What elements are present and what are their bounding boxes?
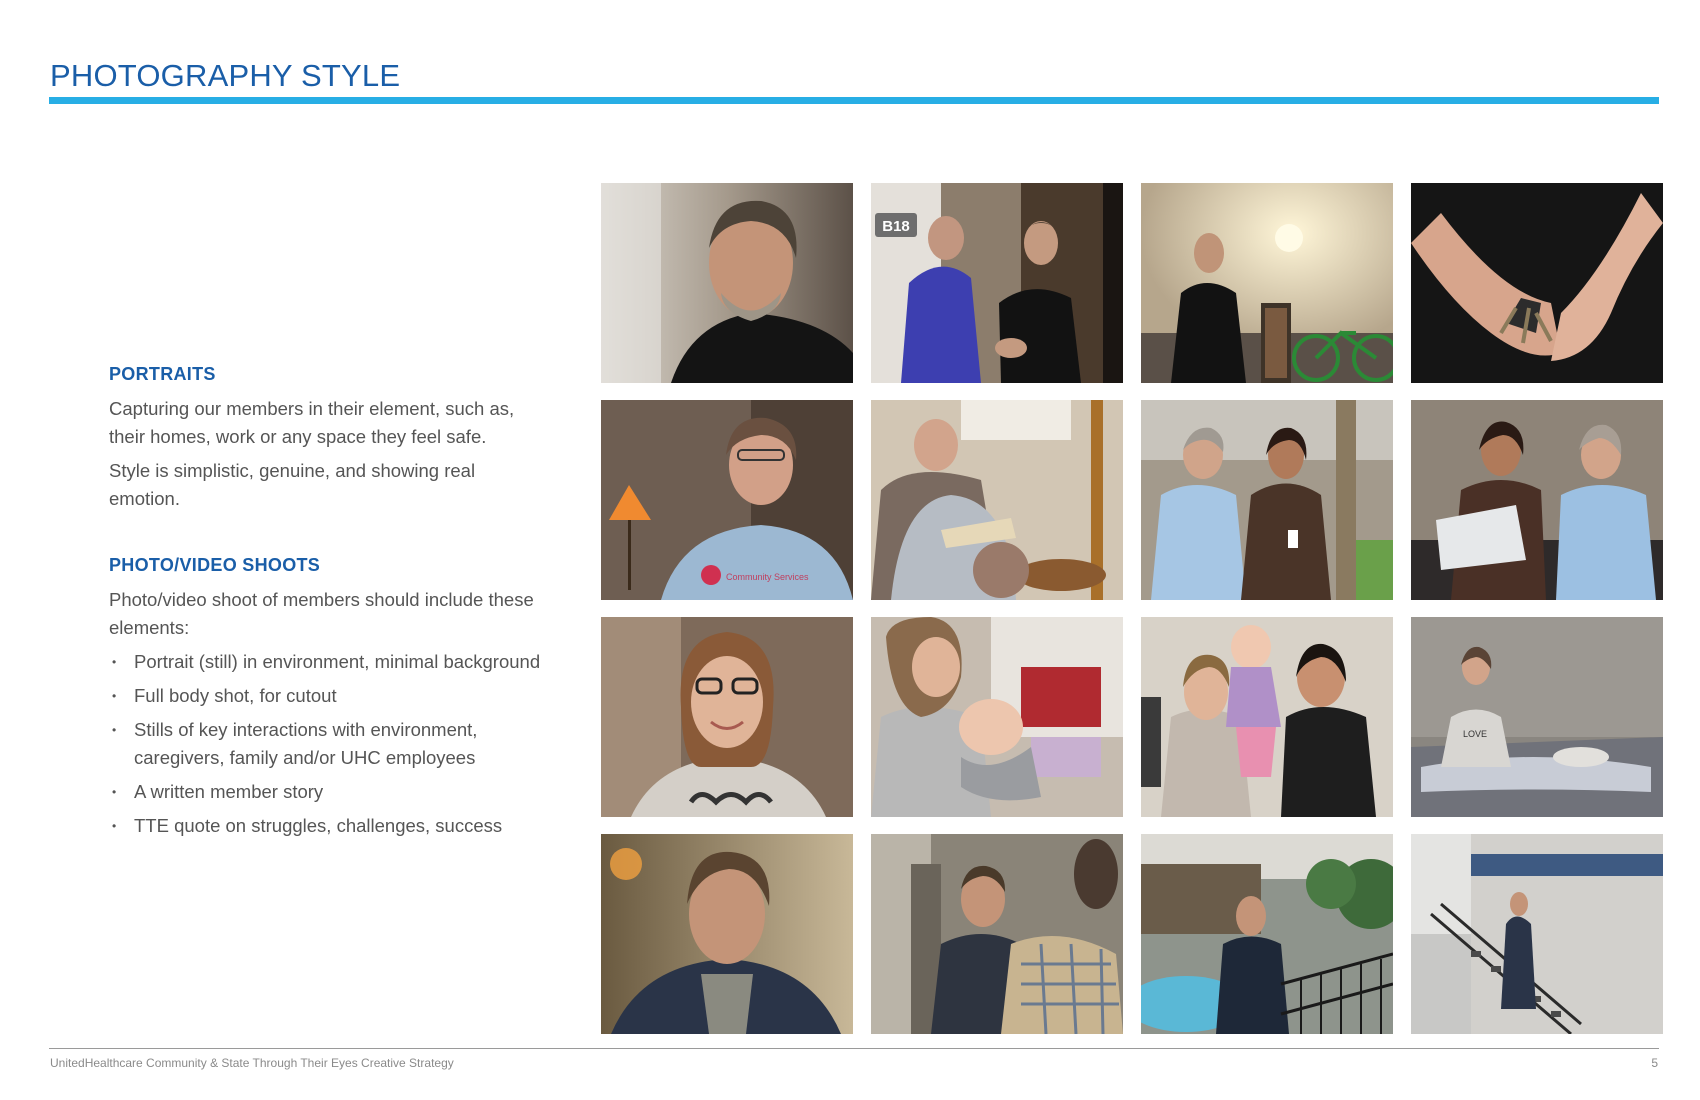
photo-woman-sitting-on-bed [1411, 617, 1663, 817]
photo-man-by-pool-railing [1141, 834, 1393, 1034]
bullet-item: • Full body shot, for cutout [109, 682, 549, 710]
photo-mother-holding-baby [871, 617, 1123, 817]
photo-woman-portrait-glasses [601, 617, 853, 817]
bullet-icon: • [112, 689, 117, 703]
photo-man-portrait-jacket [601, 834, 853, 1034]
page-number: 5 [1651, 1056, 1658, 1070]
footer-rule [49, 1048, 1659, 1049]
photo-handshake-doorway [871, 183, 1123, 383]
title-rule [49, 97, 1659, 104]
shoots-bullet-list [109, 648, 549, 840]
bullet-icon: • [112, 819, 117, 833]
footer-text: UnitedHealthcare Community & State Through Their Eyes Creative Strategy [50, 1056, 454, 1070]
bullet-item: • Portrait (still) in environment, minimal background [109, 648, 549, 676]
photo-man-portrait-outdoor [601, 183, 853, 383]
photo-man-on-stairs [1411, 834, 1663, 1034]
b18-sign-text: B18 [882, 218, 910, 235]
photo-woman-portrait-lamp [601, 400, 853, 600]
portraits-paragraph-1: Capturing our members in their element, such as, their homes, work or any space they feel safe. [109, 398, 515, 447]
bullet-icon: • [112, 785, 117, 799]
bullet-icon: • [112, 723, 117, 737]
bullet-icon: • [112, 655, 117, 669]
photo-woman-reading-chair [871, 400, 1123, 600]
bullet-item: • A written member story [109, 778, 549, 806]
photo-two-women-walking [1141, 400, 1393, 600]
portraits-paragraph-2: Style is simplistic, genuine, and showing real emotion. [109, 460, 476, 509]
text-column [109, 364, 549, 846]
shoots-heading: PHOTO/VIDEO SHOOTS [109, 555, 321, 575]
shirt-text: Community Services [726, 572, 809, 582]
photo-two-women-tablet [1411, 400, 1663, 600]
shirt-love-text: LOVE [1462, 729, 1488, 739]
photo-man-greeting-porch [871, 834, 1123, 1034]
photo-hands-holding-keys [1411, 183, 1663, 383]
portraits-heading: PORTRAITS [109, 364, 216, 384]
bullet-item: • Stills of key interactions with environment, caregivers, family and/or UHC employees [109, 716, 549, 772]
photo-baby-lifted-two-women [1141, 617, 1393, 817]
page-title: PHOTOGRAPHY STYLE [50, 58, 401, 93]
photo-man-in-room-bicycle [1141, 183, 1393, 383]
shoots-intro: Photo/video shoot of members should include these elements: [109, 589, 534, 638]
bullet-item: • TTE quote on struggles, challenges, success [109, 812, 549, 840]
